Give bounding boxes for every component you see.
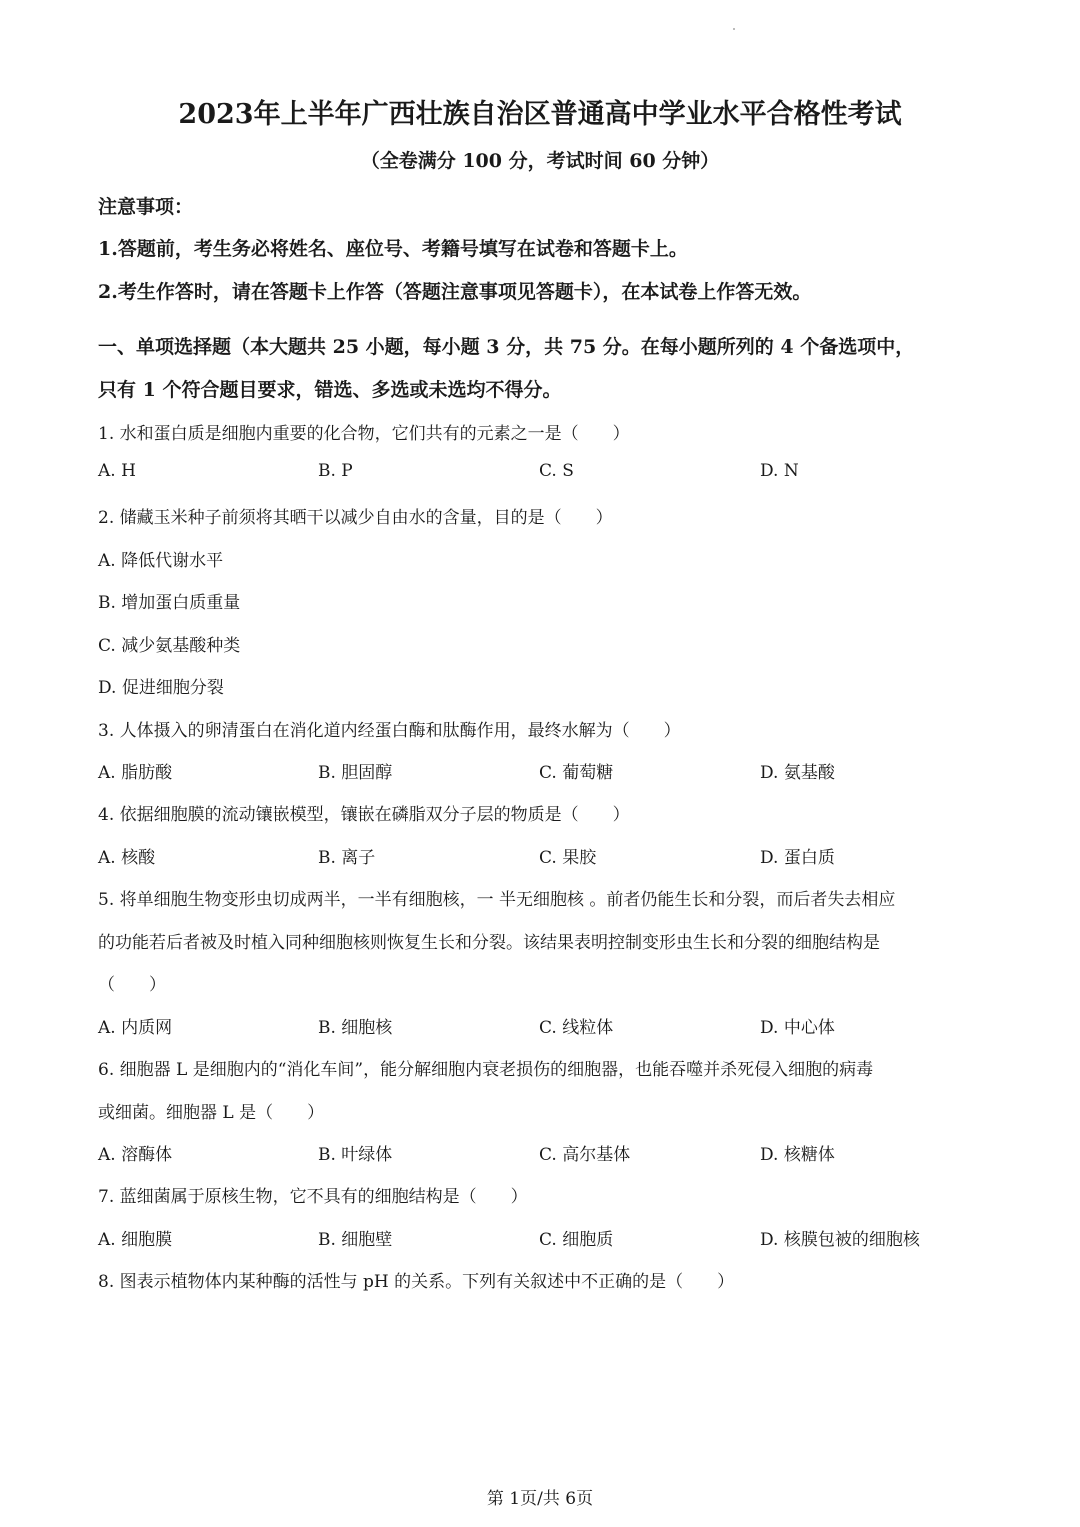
question-stem: （ ） [98,975,166,995]
page-number: 第 1页/共 6页 [486,1489,594,1509]
page-subtitle: （全卷满分 100 分，考试时间 60 分钟） [360,150,720,172]
question-stem: 2. 储藏玉米种子前须将其晒干以减少自由水的含量，目的是（ ） [98,508,613,528]
note-item: 1.答题前，考生务必将姓名、座位号、考籍号填写在试卷和答题卡上。 [98,238,688,260]
option-a: A. 核酸 [98,848,156,868]
option-b: B. 叶绿体 [318,1145,393,1165]
option-b: B. 增加蛋白质重量 [98,593,241,613]
question-stem: 3. 人体摄入的卵清蛋白在消化道内经蛋白酶和肽酶作用，最终水解为（ ） [98,721,681,741]
option-a: A. 内质网 [98,1018,173,1038]
option-d: D. 蛋白质 [760,848,835,868]
page-title: 2023年上半年广西壮族自治区普通高中学业水平合格性考试 [178,99,902,130]
option-c: C. 减少氨基酸种类 [98,636,241,656]
option-b: B. 离子 [318,848,376,868]
option-a: A. 细胞膜 [98,1230,173,1250]
option-a: A. 脂肪酸 [98,763,173,783]
option-a: A. 溶酶体 [98,1145,173,1165]
question-stem: 7. 蓝细菌属于原核生物，它不具有的细胞结构是（ ） [98,1187,528,1207]
option-a: A. 降低代谢水平 [98,551,224,571]
option-b: B. 细胞核 [318,1018,393,1038]
option-d: D. 氨基酸 [760,763,835,783]
question-stem: 的功能若后者被及时植入同种细胞核则恢复生长和分裂。该结果表明控制变形虫生长和分裂的细胞结构是 [98,933,880,953]
option-b: B. 胆固醇 [318,763,393,783]
question-stem: 1. 水和蛋白质是细胞内重要的化合物，它们共有的元素之一是（ ） [98,424,630,444]
option-d: D. 核糖体 [760,1145,835,1165]
option-b: B. 细胞壁 [318,1230,393,1250]
question-stem: 5. 将单细胞生物变形虫切成两半，一半有细胞核，一 半无细胞核 。前者仍能生长和分裂，而后者失去相应 [98,890,896,910]
section-heading-line: 一、单项选择题（本大题共 25 小题，每小题 3 分，共 75 分。在每小题所列的 4 个备选项中， [98,336,915,358]
scan-mark [733,28,735,30]
option-d: D. 核膜包被的细胞核 [760,1230,920,1250]
note-item: 2.考生作答时，请在答题卡上作答（答题注意事项见答题卡），在本试卷上作答无效。 [98,281,812,303]
notes-heading: 注意事项： [98,196,194,218]
question-stem: 4. 依据细胞膜的流动镶嵌模型，镶嵌在磷脂双分子层的物质是（ ） [98,805,630,825]
option-c: C. 线粒体 [539,1018,614,1038]
option-d: D. 中心体 [760,1018,835,1038]
option-c: C. S [539,461,574,481]
question-stem: 8. 图表示植物体内某种酶的活性与 pH 的关系。下列有关叙述中不正确的是（ ） [98,1272,735,1292]
option-c: C. 细胞质 [539,1230,614,1250]
option-d: D. 促进细胞分裂 [98,678,224,698]
option-a: A. H [98,461,136,481]
option-b: B. P [318,461,353,481]
option-c: C. 葡萄糖 [539,763,614,783]
question-stem: 或细菌。细胞器 L 是（ ） [98,1103,325,1123]
option-c: C. 果胶 [539,848,597,868]
question-stem: 6. 细胞器 L 是细胞内的“消化车间”，能分解细胞内衰老损伤的细胞器，也能吞噬并杀死侵入细胞的病毒 [98,1060,874,1080]
option-c: C. 高尔基体 [539,1145,631,1165]
option-d: D. N [760,461,799,481]
section-heading-line: 只有 1 个符合题目要求，错选、多选或未选均不得分。 [98,379,562,401]
